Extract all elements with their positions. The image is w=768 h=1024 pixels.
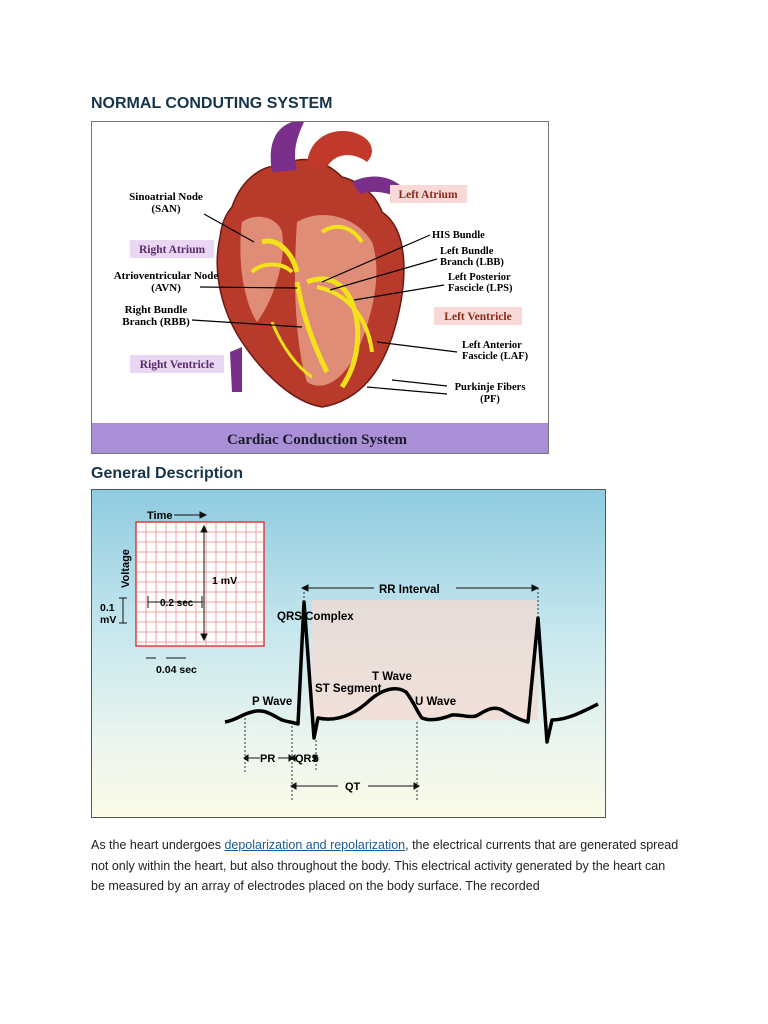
label-1mv: 1 mV: [212, 575, 238, 587]
label-voltage: Voltage: [120, 549, 132, 588]
label-004sec: 0.04 sec: [156, 664, 197, 676]
label-pf-2: (PF): [480, 394, 500, 405]
heart-illustration: [217, 122, 404, 407]
label-san-1: Sinoatrial Node: [129, 191, 203, 203]
label-02sec: 0.2 sec: [160, 598, 194, 609]
label-left-ventricle: Left Ventricle: [444, 311, 512, 323]
label-u-wave: U Wave: [415, 696, 457, 708]
label-qrs-complex: QRS Complex: [277, 611, 354, 623]
figure-caption: Cardiac Conduction System: [226, 432, 408, 448]
label-san-2: (SAN): [151, 203, 181, 215]
label-his: HIS Bundle: [432, 230, 485, 241]
label-avn-1: Atrioventricular Node: [113, 270, 219, 282]
description-paragraph: [91, 835, 681, 897]
label-lps-2: Fascicle (LPS): [448, 283, 513, 294]
label-avn-2: (AVN): [151, 282, 181, 294]
label-qt: QT: [345, 781, 361, 793]
heart-diagram: [92, 122, 548, 453]
cardiac-conduction-figure: [91, 121, 549, 454]
label-left-atrium: Left Atrium: [398, 189, 458, 201]
label-laf-2: Fascicle (LAF): [462, 351, 529, 362]
label-time: Time: [147, 510, 173, 522]
label-pf-1: Purkinje Fibers: [454, 382, 526, 393]
label-right-ventricle: Right Ventricle: [139, 359, 215, 371]
label-01-a: 0.1: [100, 602, 115, 614]
label-01-b: mV: [100, 614, 117, 626]
label-lbb-1: Left Bundle: [440, 246, 494, 257]
label-rbb-1: Right Bundle: [124, 304, 188, 316]
label-p-wave: P Wave: [252, 696, 293, 708]
paragraph-prefix: As the heart undergoes: [91, 838, 225, 852]
heading-general-description: General Description: [91, 465, 244, 482]
label-laf-1: Left Anterior: [462, 340, 522, 351]
ecg-grid: [136, 522, 264, 646]
label-lbb-2: Branch (LBB): [440, 257, 504, 268]
label-lps-1: Left Posterior: [448, 272, 511, 283]
ecg-waveform-figure: [91, 489, 606, 818]
paragraph-rest: , the electrical currents that are generated spread not only within the heart, but also throughout the body. This electrical activity generated by the heart can be measured by an array of electrodes placed on the body surface. The recorded: [91, 838, 679, 893]
label-qrs: QRS: [295, 753, 319, 765]
label-t-wave: T Wave: [372, 671, 412, 683]
ecg-diagram: [92, 490, 605, 817]
heading-normal-conducting-system: NORMAL CONDUTING SYSTEM: [91, 95, 333, 112]
label-pr: PR: [260, 753, 276, 765]
label-right-atrium: Right Atrium: [138, 244, 206, 256]
label-st-segment: ST Segment: [315, 683, 382, 695]
label-rbb-2: Branch (RBB): [122, 316, 190, 328]
label-rr: RR Interval: [379, 584, 440, 596]
depolarization-link[interactable]: depolarization and repolarization: [224, 838, 406, 852]
